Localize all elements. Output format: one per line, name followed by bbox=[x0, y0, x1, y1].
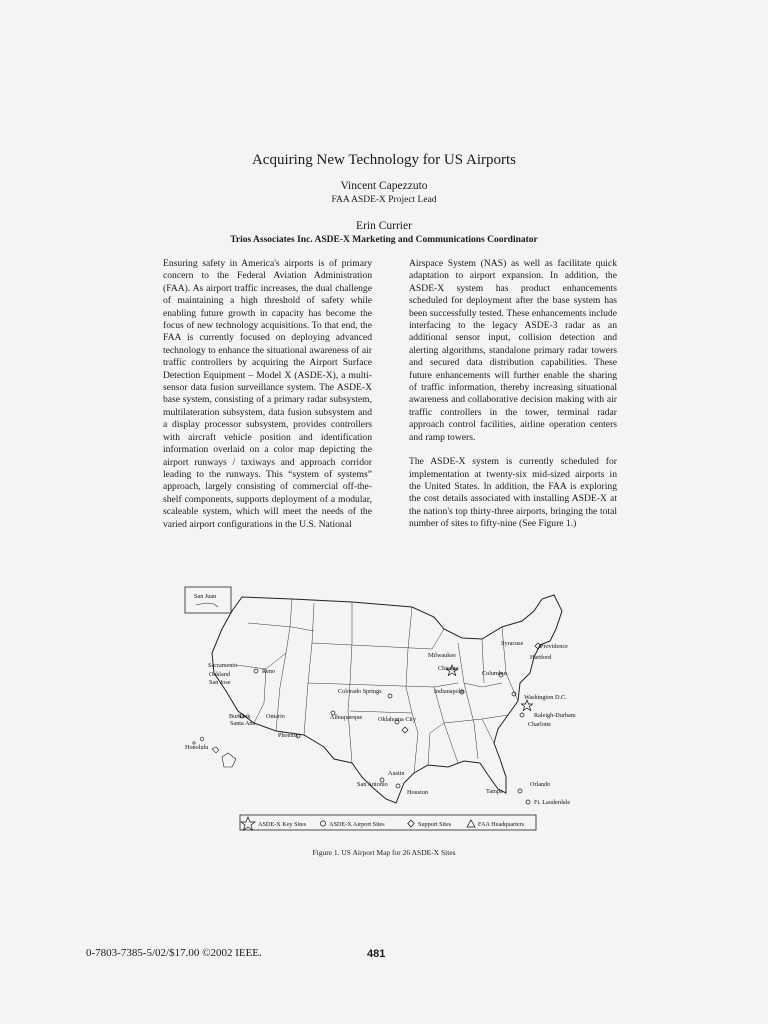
city-label: Oakland bbox=[209, 671, 230, 678]
city-label: Burbank bbox=[229, 713, 251, 720]
city-label: Milwaukee bbox=[428, 652, 456, 659]
us-outline bbox=[212, 595, 562, 803]
inset-island bbox=[196, 603, 218, 607]
left-column bbox=[163, 258, 372, 543]
city-label: Reno bbox=[262, 668, 276, 675]
city-label: San Antonio bbox=[357, 781, 388, 788]
city-label: Syracuse bbox=[501, 640, 524, 647]
paper-title: Acquiring New Technology for US Airports bbox=[251, 152, 517, 168]
city-label: Ft. Lauderdale bbox=[534, 799, 571, 806]
legend-airport-sites: ASDE-X Airport Sites bbox=[329, 821, 385, 828]
city-label: Houston bbox=[407, 789, 428, 796]
city-label: Honolulu bbox=[185, 744, 209, 751]
author-affiliation-1: FAA ASDE-X Project Lead bbox=[331, 195, 437, 205]
legend-support-sites: Support Sites bbox=[418, 821, 452, 828]
body-paragraph-1: Ensuring safety in America's airports is of primary concern to the Federal Aviation Administration (FAA). As airport traffic increases, the dual challenge of maintaining a high threshold of safety while enabling future growth in capacity has become the focus of new technology acquisitions. To that end, the FAA is currently focused on deploying advanced technology to enhance the situational awareness of air traffic controllers by acquiring the Airport Surface Detection Equipment – Model X (ASDE-X), a multi-sensor data fusion surveillance system. The ASDE-X base system, consisting of a primary radar subsystem, multilateration subsystem, data fusion subsystem and a display processor subsystem, provides controllers with aircraft vehicle position and identification information overlaid on a color map depicting the airport runways / taxiways and approach corridor leading to the runways. This “system of systems” approach, largely consisting of commercial off-the-shelf components, supports deployment of a modular, scaleable system, which will meet the needs of the varied airport configurations in the U.S. National bbox=[163, 258, 372, 530]
city-label: Chicago bbox=[438, 665, 459, 672]
support-site-markers bbox=[402, 643, 541, 733]
author-affiliation-2: Trios Associates Inc. ASDE-X Marketing and Communications Coordinator bbox=[230, 235, 538, 245]
city-label: Charlotte bbox=[528, 721, 552, 728]
legend-faa-headquarters: FAA Headquarters bbox=[478, 821, 525, 828]
state-borders bbox=[236, 599, 518, 773]
city-label: Colorado Springs bbox=[338, 688, 382, 695]
city-label: Columbus bbox=[482, 670, 508, 677]
city-label: Raleigh-Durham bbox=[534, 712, 576, 719]
page-number: 481 bbox=[367, 948, 386, 960]
map-legend bbox=[240, 815, 536, 830]
city-label: Sacramento bbox=[208, 662, 238, 669]
inset-label: San Juan bbox=[194, 593, 217, 600]
city-label: Santa Ana bbox=[230, 720, 256, 727]
city-label: Phoenix bbox=[278, 732, 299, 739]
author-name-1: Vincent Capezzuto bbox=[340, 180, 428, 192]
city-label: Albuquerque bbox=[330, 714, 363, 721]
hawaii-islands bbox=[193, 737, 236, 767]
legend-key-sites: ASDE-X Key Sites bbox=[258, 821, 307, 828]
us-airport-map bbox=[182, 583, 606, 835]
copyright-line: 0-7803-7385-5/02/$17.00 ©2002 IEEE. bbox=[86, 947, 262, 959]
city-label: Hartford bbox=[530, 654, 552, 661]
san-juan-inset bbox=[185, 587, 231, 613]
city-label: Providence bbox=[540, 643, 568, 650]
city-label: Oklahoma City bbox=[378, 716, 416, 723]
right-column bbox=[409, 258, 617, 543]
author-name-2: Erin Currier bbox=[356, 220, 412, 232]
city-label: Austin bbox=[388, 770, 405, 777]
body-paragraph-2: Airspace System (NAS) as well as facilitate quick adaptation to airport expansion. In addition, the ASDE-X system has product enhancements scheduled for deployment after the base system has been successfully tested. These enhancements include interfacing to the legacy ASDE-3 radar as an additional sensor input, collision detection and alerting algorithms, standalone primary radar towers and secured data distribution capabilities. These future enhancements will further enable the sharing of traffic information, thereby increasing situational awareness and collaborative decision making with air traffic controllers in the tower, terminal radar approach control facilities, airline operation centers and ramp towers. bbox=[409, 258, 617, 443]
city-label: Orlando bbox=[530, 781, 551, 788]
city-label: Ontario bbox=[266, 713, 285, 720]
city-label: Washington D.C. bbox=[524, 694, 567, 701]
city-label: Tampa bbox=[486, 788, 503, 795]
figure-caption: Figure 1. US Airport Map for 26 ASDE-X Sites bbox=[312, 848, 456, 857]
body-paragraph-3: The ASDE-X system is currently scheduled for implementation at twenty-six mid-sized airports in the United States. In addition, the FAA is exploring the cost details associated with installing ASDE-X at the nation's top thirty-three airports, bringing the total number of sites to fifty-nine (See Figure 1.) bbox=[409, 456, 617, 530]
city-label: San Jose bbox=[209, 679, 231, 686]
city-label: Indianapolis bbox=[434, 688, 465, 695]
